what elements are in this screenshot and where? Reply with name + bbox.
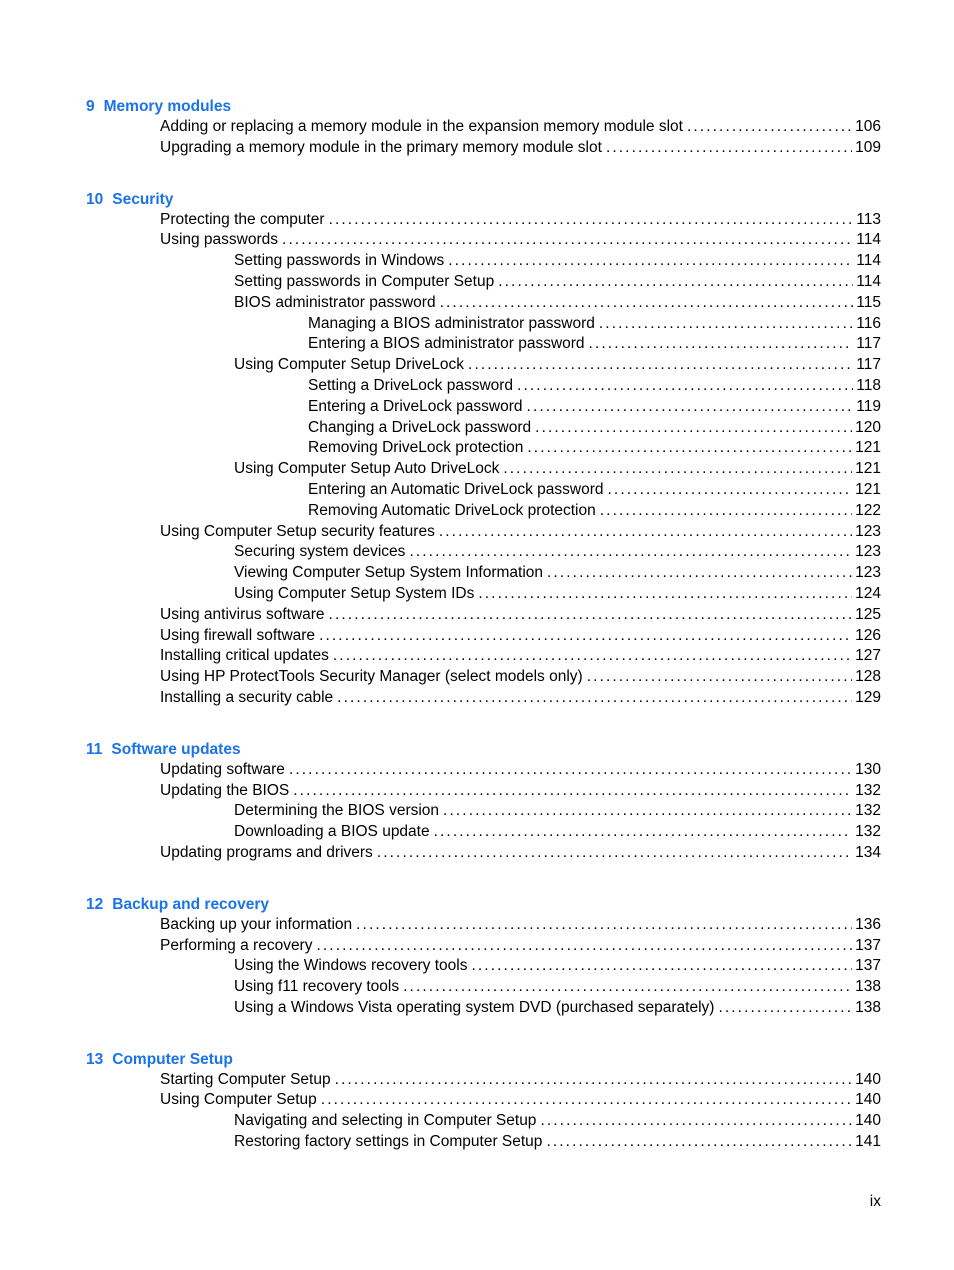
- toc-entry-title: Installing a security cable: [160, 688, 334, 706]
- toc-entry-page-number: 115: [856, 293, 881, 311]
- toc-entry-link[interactable]: [234, 459, 881, 480]
- dot-leader: [540, 1111, 852, 1132]
- toc-entry-link[interactable]: [160, 522, 881, 543]
- dot-leader: [498, 272, 853, 293]
- toc-entry-link[interactable]: [308, 314, 881, 335]
- dot-leader: [448, 251, 853, 272]
- toc-entry-title: Installing critical updates: [160, 647, 329, 665]
- toc-entry-page-number: 137: [855, 957, 881, 975]
- toc-entry-title: Entering an Automatic DriveLock password: [308, 480, 604, 498]
- toc-entry-page-number: 138: [855, 998, 881, 1016]
- toc-entry-title: Updating software: [160, 760, 285, 778]
- dot-leader: [589, 334, 854, 355]
- toc-entry-page-number: 140: [855, 1070, 881, 1088]
- toc-entry-link[interactable]: [160, 1070, 881, 1091]
- toc-entry-page-number: 120: [855, 418, 881, 436]
- toc-entry-link[interactable]: [234, 1111, 881, 1132]
- toc-entry-link[interactable]: [234, 1132, 881, 1153]
- toc-entry-page-number: 117: [856, 356, 881, 374]
- toc-entry-page-number: 129: [855, 688, 881, 706]
- chapter-section: [0, 1049, 954, 1153]
- toc-entry-title: Determining the BIOS version: [234, 802, 440, 820]
- toc-entry-link[interactable]: [160, 760, 881, 781]
- page-number: ix: [869, 1193, 881, 1210]
- toc-entry-page-number: 106: [855, 118, 881, 135]
- chapter-section: [0, 739, 954, 864]
- dot-leader: [356, 915, 852, 936]
- toc-entry-page-number: 132: [855, 802, 881, 820]
- toc-entry-link[interactable]: [308, 376, 881, 397]
- toc-entry-title: Using antivirus software: [160, 605, 325, 623]
- chapter-heading-link[interactable]: [86, 739, 954, 760]
- toc-entry-link[interactable]: [234, 563, 881, 584]
- toc-entry-link[interactable]: [234, 584, 881, 605]
- toc-entry-title: Using f11 recovery tools: [234, 978, 400, 996]
- toc-entry-title: Using passwords: [160, 231, 279, 249]
- dot-leader: [535, 418, 852, 439]
- toc-entry-link[interactable]: [160, 646, 881, 667]
- toc-entry-title: Using Computer Setup: [160, 1091, 317, 1109]
- dot-leader: [337, 688, 852, 709]
- toc-entry-title: Removing DriveLock protection: [308, 439, 524, 457]
- dot-leader: [546, 1132, 852, 1153]
- toc-entry-title: Entering a DriveLock password: [308, 397, 523, 415]
- dot-leader: [440, 293, 854, 314]
- toc-entry-page-number: 121: [855, 480, 881, 498]
- toc-entry-link[interactable]: [234, 272, 881, 293]
- toc-entry-link[interactable]: [160, 210, 881, 231]
- dot-leader: [321, 1090, 852, 1111]
- toc-entry-title: Protecting the computer: [160, 210, 325, 228]
- dot-leader: [600, 501, 852, 522]
- toc-entry-link[interactable]: [160, 117, 881, 138]
- chapter-heading-link[interactable]: [86, 96, 954, 117]
- toc-entry-page-number: 116: [856, 314, 881, 332]
- toc-entry-page-number: 130: [855, 760, 881, 778]
- dot-leader: [527, 397, 854, 418]
- toc-entry-title: Setting passwords in Computer Setup: [234, 272, 495, 290]
- toc-entry-page-number: 121: [855, 460, 881, 478]
- dot-leader: [377, 843, 852, 864]
- chapter-number: 12: [86, 895, 104, 913]
- toc-entry-link[interactable]: [234, 542, 881, 563]
- dot-leader: [471, 956, 852, 977]
- toc-entry-link[interactable]: [160, 230, 881, 251]
- toc-entry-link[interactable]: [160, 626, 881, 647]
- toc-entry-page-number: 122: [855, 501, 881, 519]
- toc-entry-title: Entering a BIOS administrator password: [308, 335, 585, 353]
- toc-entry-page-number: 123: [855, 543, 881, 561]
- chapter-number: 11: [86, 740, 103, 758]
- toc-entry-link[interactable]: [234, 998, 881, 1019]
- dot-leader: [599, 314, 853, 335]
- toc-entry-page-number: 136: [855, 915, 881, 933]
- dot-leader: [503, 459, 852, 480]
- dot-leader: [282, 230, 853, 251]
- dot-leader: [527, 438, 852, 459]
- toc-entry-title: BIOS administrator password: [234, 293, 436, 311]
- toc-entry-link[interactable]: [160, 936, 881, 957]
- toc-entry-page-number: 113: [856, 210, 881, 228]
- toc-entry-title: Securing system devices: [234, 543, 406, 561]
- toc-entry-title: Removing Automatic DriveLock protection: [308, 501, 596, 519]
- dot-leader: [434, 822, 853, 843]
- dot-leader: [329, 605, 853, 626]
- dot-leader: [335, 1070, 853, 1091]
- toc-entry-link[interactable]: [160, 843, 881, 864]
- toc-entry-title: Performing a recovery: [160, 936, 313, 954]
- toc-entry-page-number: 123: [855, 522, 881, 540]
- toc-entry-page-number: 123: [855, 564, 881, 582]
- chapter-number: 10: [86, 190, 104, 208]
- toc-entry-link[interactable]: [308, 438, 881, 459]
- dot-leader: [478, 584, 852, 605]
- chapter-section: [0, 189, 954, 709]
- chapter-section: [0, 96, 954, 159]
- toc-entry-title: Setting a DriveLock password: [308, 376, 514, 394]
- dot-leader: [403, 977, 852, 998]
- toc-entry-page-number: 134: [855, 843, 881, 861]
- toc-entry-page-number: 114: [856, 252, 881, 270]
- chapter-title: Security: [112, 190, 174, 208]
- toc-entry-link[interactable]: [160, 688, 881, 709]
- chapter-title: Backup and recovery: [112, 895, 270, 913]
- toc-entry-link[interactable]: [160, 605, 881, 626]
- chapter-number: 13: [86, 1050, 104, 1068]
- dot-leader: [547, 563, 852, 584]
- toc-entry-title: Using Computer Setup security features: [160, 522, 435, 540]
- toc-entry-link[interactable]: [160, 1090, 881, 1111]
- dot-leader: [718, 998, 852, 1019]
- dot-leader: [316, 936, 852, 957]
- toc-entry-link[interactable]: [160, 915, 881, 936]
- toc-entry-title: Managing a BIOS administrator password: [308, 314, 595, 332]
- toc-entry-title: Navigating and selecting in Computer Setup: [234, 1112, 537, 1130]
- toc-entry-title: Using firewall software: [160, 626, 316, 644]
- toc-entry-page-number: 121: [855, 439, 881, 457]
- toc-entry-title: Downloading a BIOS update: [234, 823, 430, 841]
- toc-entry-page-number: 140: [855, 1112, 881, 1130]
- toc-entry-link[interactable]: [234, 801, 881, 822]
- toc-entry-link[interactable]: [160, 138, 881, 159]
- toc-entry-title: Setting passwords in Windows: [234, 252, 445, 270]
- toc-entry-page-number: 132: [855, 781, 881, 799]
- toc-entry-page-number: 138: [855, 978, 881, 996]
- dot-leader: [587, 667, 852, 688]
- toc-entry-page-number: 141: [855, 1133, 881, 1151]
- toc-entry-link[interactable]: [234, 293, 881, 314]
- toc-entry-page-number: 119: [856, 397, 881, 415]
- chapter-heading-link[interactable]: [86, 1049, 954, 1070]
- toc-entry-link[interactable]: [308, 480, 881, 501]
- chapter-heading-link[interactable]: [86, 894, 954, 915]
- dot-leader: [468, 355, 853, 376]
- toc-entry-page-number: 137: [855, 936, 881, 954]
- toc-entry-link[interactable]: [160, 781, 881, 802]
- toc-entry-title: Using a Windows Vista operating system DVD (purchased separately): [234, 998, 715, 1016]
- toc-entry-title: Using the Windows recovery tools: [234, 957, 468, 975]
- toc-entry-title: Using HP ProtectTools Security Manager (select models only): [160, 668, 583, 686]
- chapter-heading-link[interactable]: [86, 189, 954, 210]
- toc-entry-title: Adding or replacing a memory module in the expansion memory module slot: [160, 118, 683, 135]
- table-of-contents: [0, 96, 954, 1183]
- toc-entry-link[interactable]: [308, 418, 881, 439]
- dot-leader: [319, 626, 852, 647]
- dot-leader: [409, 542, 852, 563]
- toc-entry-page-number: 140: [855, 1091, 881, 1109]
- dot-leader: [443, 801, 852, 822]
- toc-entry-page-number: 132: [855, 823, 881, 841]
- toc-entry-page-number: 127: [855, 647, 881, 665]
- dot-leader: [687, 117, 852, 138]
- toc-entry-title: Updating the BIOS: [160, 781, 290, 799]
- toc-entry-title: Viewing Computer Setup System Information: [234, 564, 544, 582]
- dot-leader: [517, 376, 853, 397]
- chapter-section: [0, 894, 954, 1019]
- dot-leader: [606, 138, 852, 159]
- dot-leader: [329, 210, 854, 231]
- dot-leader: [289, 760, 852, 781]
- toc-entry-title: Using Computer Setup Auto DriveLock: [234, 460, 500, 478]
- toc-entry-title: Using Computer Setup System IDs: [234, 584, 475, 602]
- toc-entry-link[interactable]: [308, 397, 881, 418]
- toc-entry-link[interactable]: [234, 355, 881, 376]
- chapter-title: Memory modules: [103, 98, 232, 115]
- toc-entry-link[interactable]: [234, 977, 881, 998]
- toc-entry-link[interactable]: [160, 667, 881, 688]
- toc-entry-link[interactable]: [234, 251, 881, 272]
- toc-entry-page-number: 126: [855, 626, 881, 644]
- toc-entry-title: Backing up your information: [160, 915, 353, 933]
- toc-entry-page-number: 114: [856, 272, 881, 290]
- toc-entry-page-number: 125: [855, 605, 881, 623]
- toc-entry-title: Starting Computer Setup: [160, 1070, 331, 1088]
- toc-entry-link[interactable]: [308, 334, 881, 355]
- dot-leader: [608, 480, 853, 501]
- dot-leader: [333, 646, 852, 667]
- chapter-title: Software updates: [111, 740, 241, 758]
- toc-entry-title: Upgrading a memory module in the primary memory module slot: [160, 138, 602, 156]
- toc-entry-page-number: 128: [855, 668, 881, 686]
- toc-entry-title: Changing a DriveLock password: [308, 418, 532, 436]
- toc-entry-link[interactable]: [234, 822, 881, 843]
- dot-leader: [293, 781, 852, 802]
- chapter-number: 9: [86, 98, 95, 115]
- toc-entry-page-number: 109: [855, 138, 881, 156]
- toc-entry-link[interactable]: [308, 501, 881, 522]
- toc-entry-page-number: 118: [856, 376, 881, 394]
- toc-entry-link[interactable]: [234, 956, 881, 977]
- toc-entry-page-number: 124: [855, 584, 881, 602]
- chapter-title: Computer Setup: [112, 1050, 233, 1068]
- toc-entry-title: Using Computer Setup DriveLock: [234, 356, 465, 374]
- toc-entry-title: Updating programs and drivers: [160, 843, 373, 861]
- dot-leader: [439, 522, 852, 543]
- toc-entry-page-number: 114: [856, 231, 881, 249]
- toc-entry-page-number: 117: [856, 335, 881, 353]
- toc-entry-title: Restoring factory settings in Computer Setup: [234, 1133, 543, 1151]
